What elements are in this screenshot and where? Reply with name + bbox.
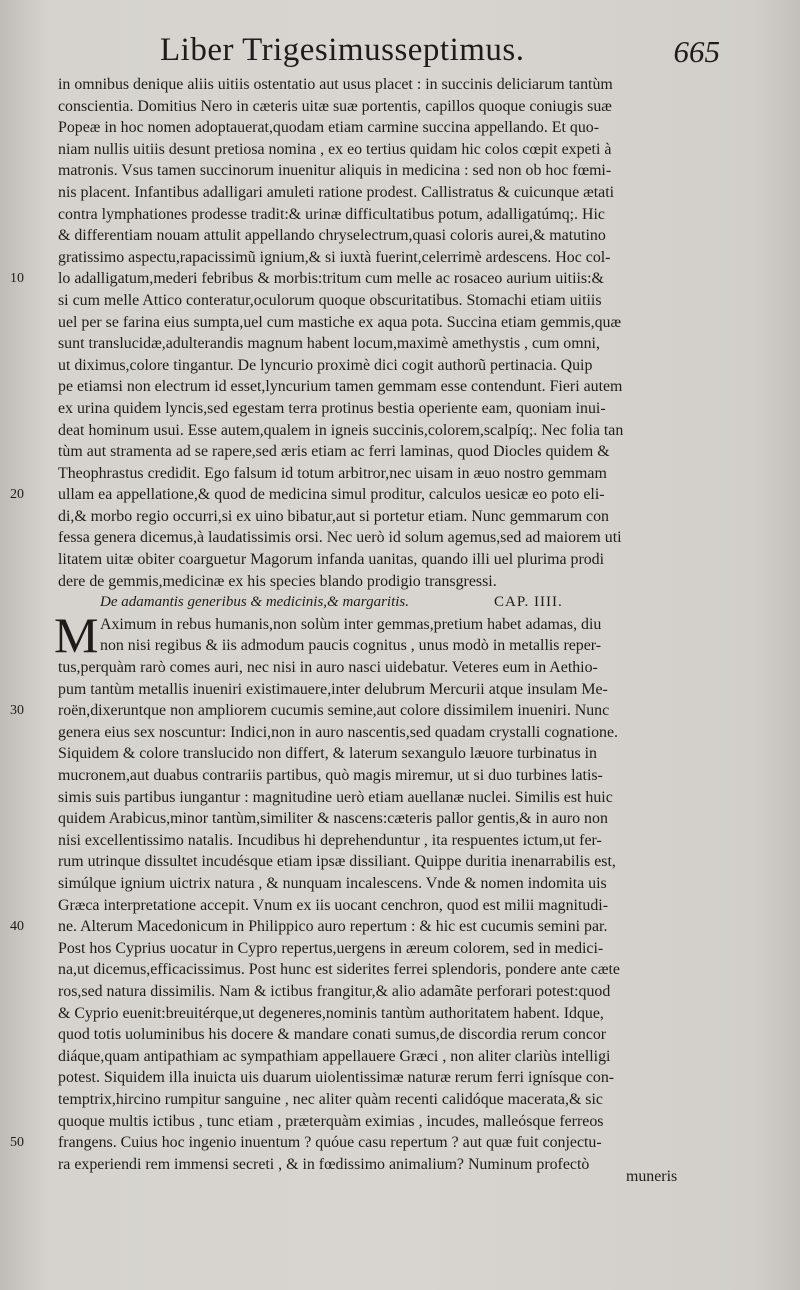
text-line: contra lymphationes prodesse tradit:& urinæ difficultatibus potum, adalligatúmq;. Hic [58, 205, 605, 223]
text-line: quoque multis ictibus , tunc etiam , præterquàm eximias , incudes, malleósque ferreos [58, 1112, 604, 1130]
text-block [54, 74, 682, 1175]
line-marker: 10 [10, 271, 24, 287]
text-line: tùm aut stramenta ad se rapere,sed æris etiam ac ferri laminas, quod Diocles quidem & [58, 443, 610, 461]
line-marker: 20 [10, 487, 24, 503]
line-marker: 50 [10, 1135, 24, 1151]
chapter-heading [58, 592, 682, 614]
text-line: ra experiendi rem immensi secreti , & in fœdissimo animalium? Numinum profectò [58, 1155, 590, 1173]
text-line: si cum melle Attico conteratur,oculorum quoque obscuritatibus. Stomachi etiam uitiis [58, 291, 602, 309]
chapter-label: CAP. IIII. [494, 594, 563, 611]
text-line: conscientia. Domitius Nero in cæteris uitæ suæ portentis, capillos quoque coniugis suæ [58, 97, 612, 115]
text-line: simis suis partibus iungantur : magnitudine uerò etiam auellanæ nuclei. Similis est huic [58, 788, 613, 806]
page-number: 665 [673, 34, 720, 69]
text-line: rum utrinque dissultet incudésque etiam ipsæ dissiliant. Quippe duritia inenarrabilis est, [58, 853, 616, 871]
text-line: dere de gemmis,medicinæ ex his species blando prodigio transgressi. [58, 572, 497, 590]
text-line: uel per se farina eius sumpta,uel cum mastiche ex aqua pota. Succina etiam gemmis,quæ [58, 313, 622, 331]
text-line: simúlque ignium uictrix natura , & nunquam incalescens. Vnde & nomen indomita uis [58, 874, 607, 892]
text-line: frangens. Cuius hoc ingenio inuentum ? quóue casu repertum ? aut quæ fuit conjectu- [58, 1134, 602, 1152]
text-line: niam nullis uitiis desunt pretiosa nomina , ex eo tertius quidam hic colos cœpit expeti à [58, 140, 612, 158]
text-line: diáque,quam antipathiam ac sympathiam appellauere Græci , non aliter clariùs intelligi [58, 1047, 611, 1065]
text-line: Aximum in rebus humanis,non solùm inter gemmas,pretium habet adamas, diu [100, 615, 602, 633]
text-line: roën,dixeruntque non ampliorem cucumis semine,aut colore dissimilem inueniri. Nunc [58, 702, 610, 720]
running-title: Liber Trigesimusseptimus. [160, 32, 525, 68]
text-line: pum tantùm metallis inueniri existimauere,inter delubrum Mercurii atque insulam Me- [58, 680, 608, 698]
line-marker: 40 [10, 919, 24, 935]
text-line: Theophrastus credidit. Ego falsum id totum arbitror,nec uisam in æuo nostro gemmam [58, 464, 607, 482]
text-line: ut diximus,colore tingantur. De lyncurio proximè dici cogit authorũ pertinacia. Quip [58, 356, 593, 374]
text-line: fessa genera dicemus,à laudatissimis orsi. Nec uerò id solum agemus,sed ad maiorem uti [58, 529, 622, 547]
text-line: matronis. Vsus tamen succinorum inuenitur aliquis in medicina : sed non ob hoc fœmi- [58, 162, 612, 180]
text-line: di,& morbo regio occurri,si ex uino bibatur,aut si portetur etiam. Nunc gemmarum con [58, 507, 609, 525]
text-line: Popeæ in hoc nomen adoptauerat,quodam etiam carmine succina appellando. Et quo- [58, 119, 599, 137]
text-line: ullam ea appellatione,& quod de medicina simul proditur, calculos uesicæ eo poto eli- [58, 486, 605, 504]
text-line: gratissimo aspectu,rapacissimũ ignium,& si iuxtà fuerint,celerrimè ardescens. Hoc col- [58, 248, 611, 266]
drop-cap: M [54, 607, 99, 663]
text-line: temptrix,hircino rumpitur sanguine , nec aliter quàm recenti calidóque macerata,& sic [58, 1090, 603, 1108]
text-line: quidem Arabicus,minor tantùm,similiter & nascens:cæteris pallor gentis,& in auro non [58, 810, 608, 828]
body-text [58, 74, 682, 592]
text-line: & differentiam nouam attulit appellando chryselectrum,quasi coloris aurei,& matutino [58, 227, 606, 245]
text-line: potest. Siquidem illa inuicta uis duarum uiolentissimæ naturæ rerum ferri ignísque con- [58, 1069, 615, 1087]
line-marker: 30 [10, 703, 24, 719]
text-line: mucronem,aut duabus contrariis partibus, quò magis miremur, ut si duo turbines latis- [58, 767, 603, 784]
text-line: genera eius sex noscuntur: Indici,non in auro nascentis,sed quadam crystalli cognatione. [58, 723, 618, 741]
text-line: ros,sed natura dissimilis. Nam & ictibus frangitur,& alio adamãte perforari potest:quod [58, 982, 611, 1000]
text-line: in omnibus denique aliis uitiis ostentatio aut usus placet : in succinis deliciarum tantùm [58, 76, 613, 93]
text-line: non nisi regibus & iis admodum paucis cognitus , unus modò in metallis reper- [100, 637, 602, 655]
chapter-text [58, 614, 682, 1175]
chapter-title: De adamantis generibus & medicinis,& margaritis. [100, 594, 410, 611]
text-line: pe etiamsi non electrum id esset,lyncurium tamen gemmam esse contendunt. Fieri autem [58, 378, 623, 396]
text-line: nisi excellentissimo natalis. Incudibus hi deprehenduntur , ita respuentes ictum,ut fer- [58, 831, 602, 849]
catchword: muneris [626, 1168, 678, 1185]
text-line: Post hos Cyprius uocatur in Cypro repertus,uergens in æreum colorem, sed in medici- [58, 939, 604, 957]
text-line: na,ut dicemus,efficacissimus. Post hunc est siderites ferrei splendoris, pondere ante cæte [58, 961, 620, 979]
text-line: ne. Alterum Macedonicum in Philippico auro repertum : & hic est cucumis semini par. [58, 918, 608, 936]
text-line: Siquidem & colore translucido non differt, & laterum sexangulo læuore turbinatus in [58, 745, 598, 763]
text-line: & Cyprio euenit:breuitérque,ut degeneres,nominis tantùm authoritatem habent. Idque, [58, 1004, 604, 1022]
text-line: lo adalligatum,mederi febribus & morbis:tritum cum melle ac rosaceo aurium uitiis:& [58, 270, 604, 288]
text-line: sunt translucidæ,adulterandis magnum habent locum,maximè amethystis , cum omni, [58, 335, 600, 353]
text-line: litatem uitæ obiter coarguetur Magorum infanda uanitas, quando illi uel plurima prodi [58, 551, 605, 569]
page-header [160, 28, 720, 80]
text-line: quod totis uoluminibus his docere & mandare conati sumus,de discordia rerum concor [58, 1026, 607, 1044]
text-line: nis placent. Infantibus adalligari amuleti ratione prodest. Callistratus & cuicunque ætati [58, 183, 615, 201]
text-line: Græca interpretatione accepit. Vnum ex iis uocant cenchron, quod est milii magnitudi- [58, 896, 608, 914]
text-line: tus,perquàm rarò comes auri, nec nisi in auro nasci uidebatur. Veteres eum in Aethio- [58, 659, 598, 677]
text-line: ex urina quidem lyncis,sed egestam terra protinus bestia operiente eam, quoniam inui- [58, 399, 606, 417]
text-line: deat hominum usui. Esse autem,qualem in igneis succinis,colorem,scalpíq;. Nec folia tan [58, 421, 624, 439]
